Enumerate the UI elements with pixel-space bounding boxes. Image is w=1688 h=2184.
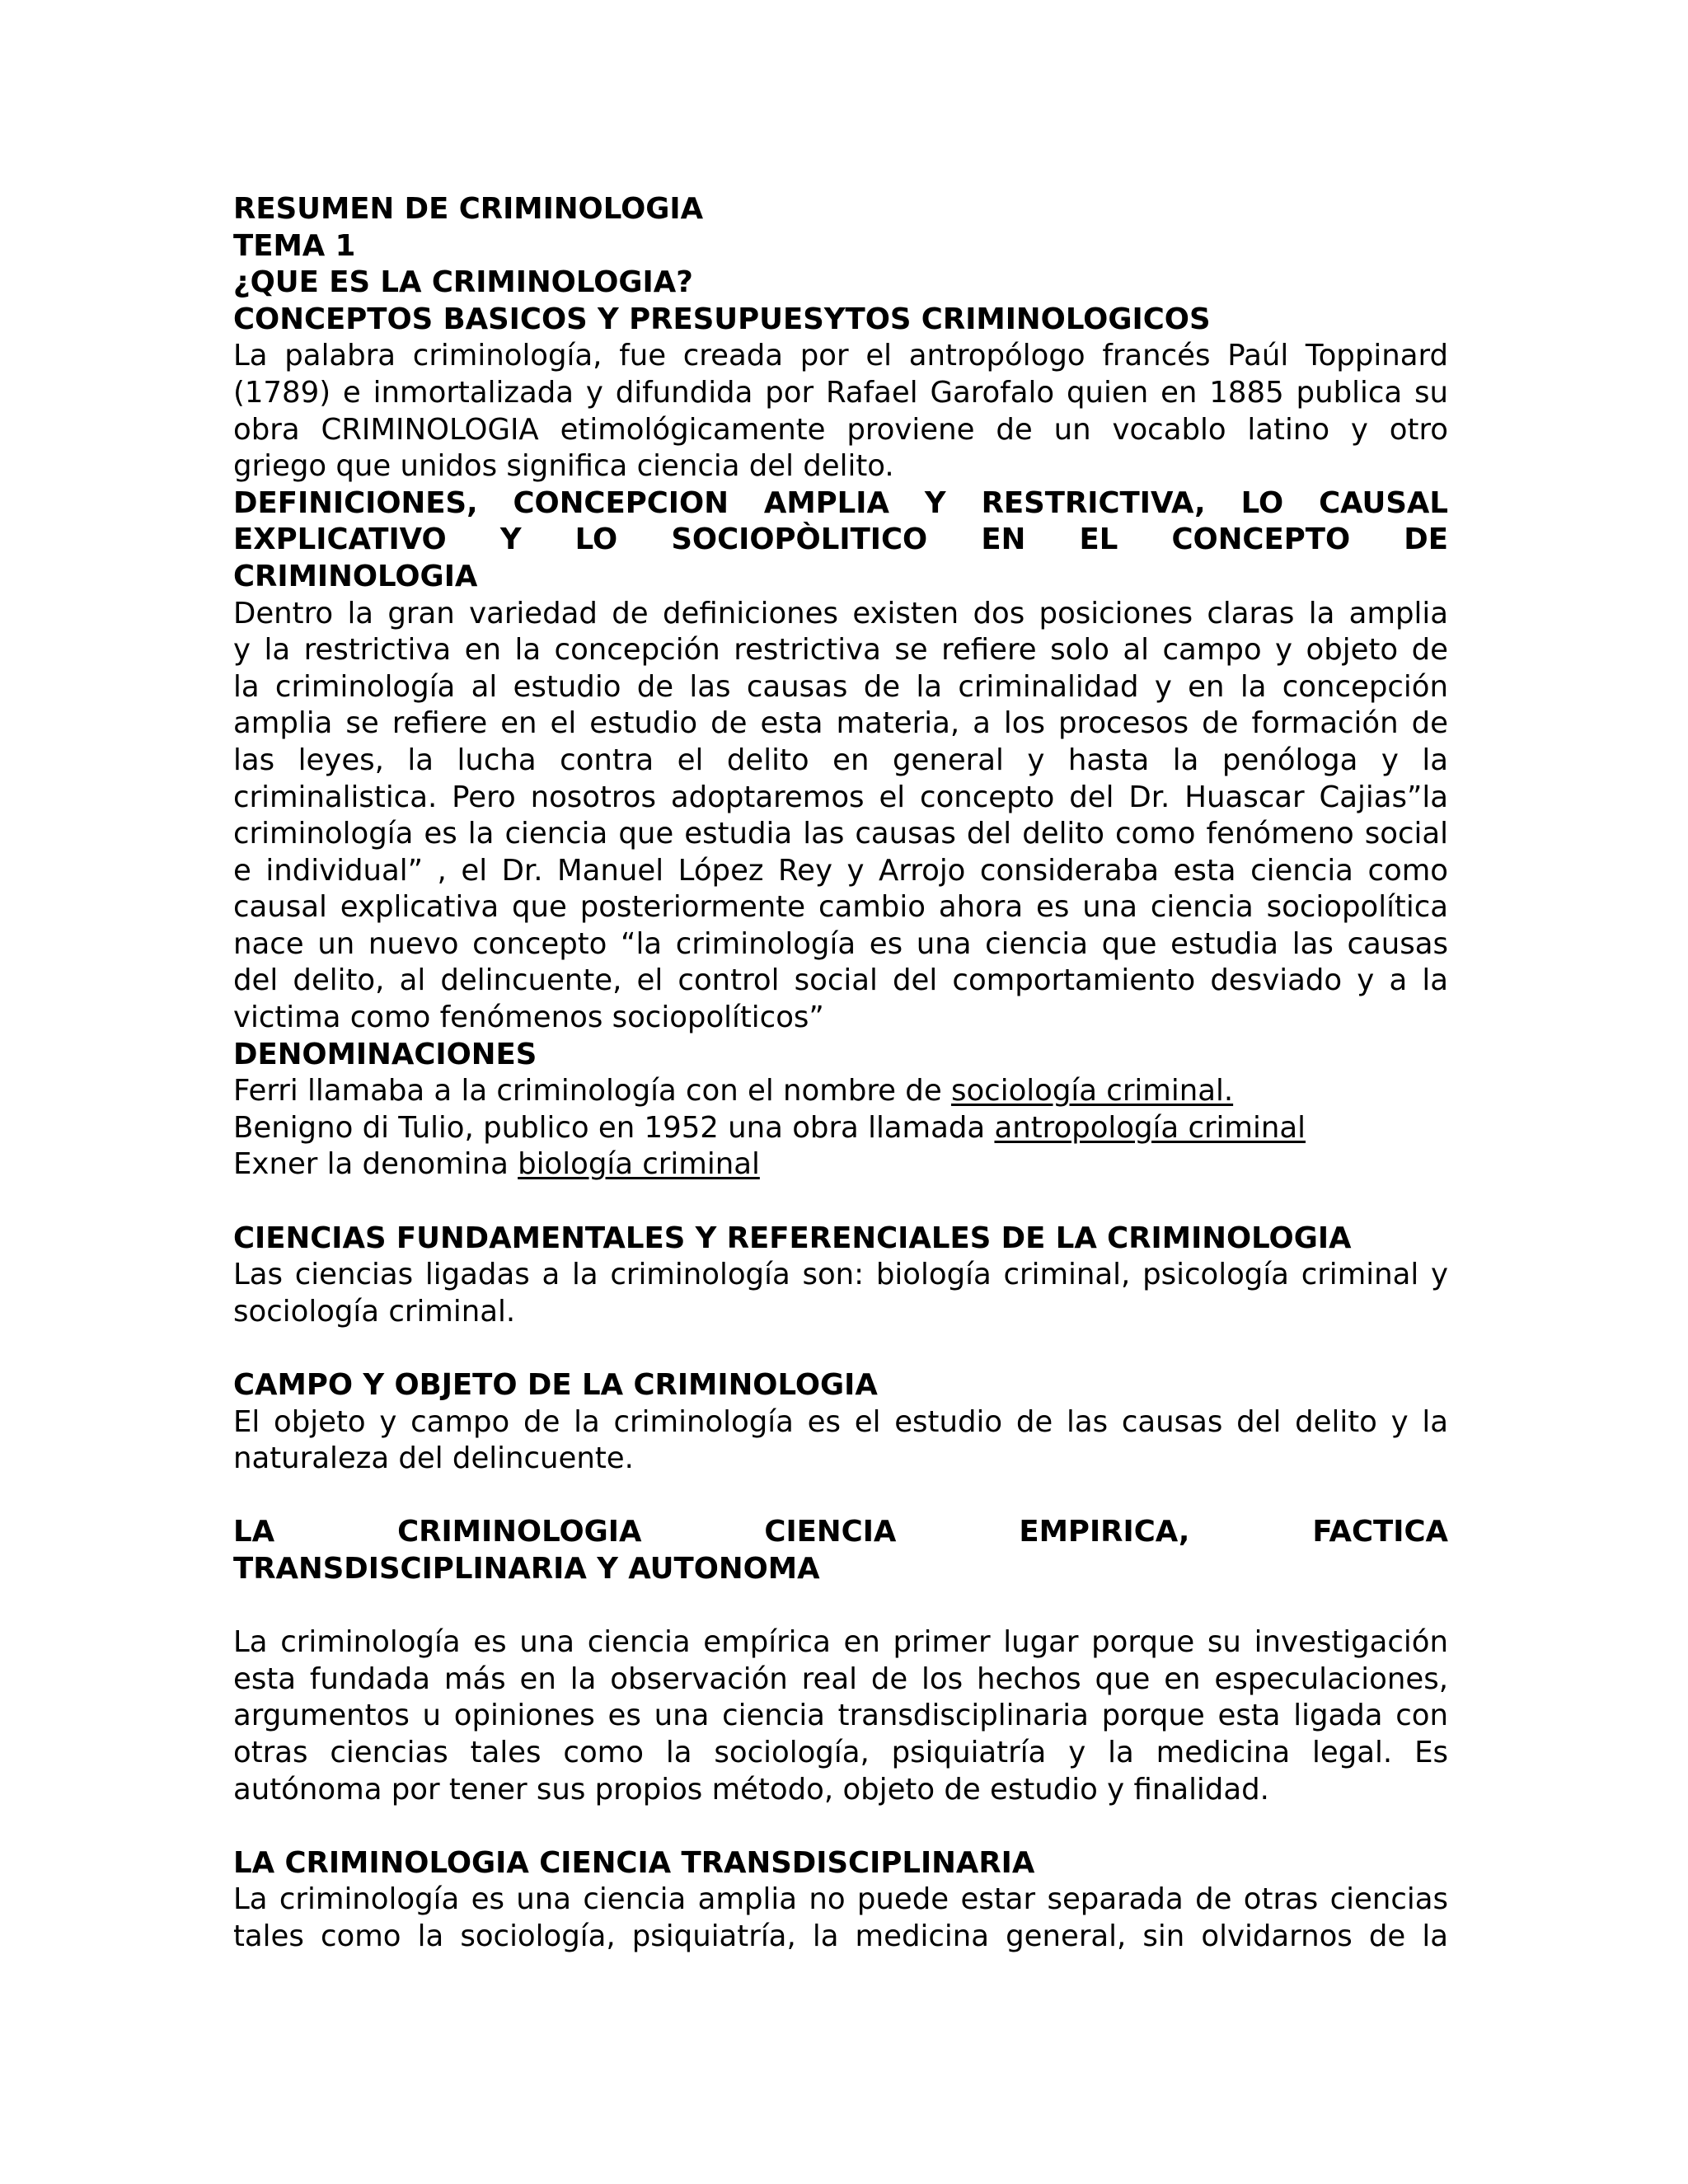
paragraph-gap xyxy=(233,1183,1448,1221)
text-line: tales como la sociología, psiquiatría, la medicina general, sin olvidarnos de la xyxy=(233,1919,1448,1953)
text-line: argumentos u opiniones es una ciencia transdisciplinaria porque esta ligada con xyxy=(233,1699,1448,1733)
text-line: del delito, al delincuente, el control social del comportamiento desviado y a la xyxy=(233,963,1448,998)
text-line: y la restrictiva en la concepción restrictiva se refiere solo al campo y objeto de xyxy=(233,633,1448,668)
text-line: Las ciencias ligadas a la criminología son: biología criminal, psicología criminal y xyxy=(233,1258,1448,1292)
section-heading-ciencias: CIENCIAS FUNDAMENTALES Y REFERENCIALES DE LA CRIMINOLOGIA xyxy=(233,1221,1352,1255)
section-body-conceptos xyxy=(233,338,1448,485)
paragraph-gap xyxy=(233,1588,1448,1625)
text-line: esta fundada más en la observación real de los hechos que en especulaciones, xyxy=(233,1661,1448,1696)
text-line: El objeto y campo de la criminología es el estudio de las causas del delito y la xyxy=(233,1404,1448,1439)
text-line: sociología criminal. xyxy=(233,1294,516,1329)
text-line: autónoma por tener sus propios método, objeto de estudio y finalidad. xyxy=(233,1772,1269,1807)
denomination-term: antropología criminal xyxy=(994,1110,1306,1145)
text-line: obra CRIMINOLOGIA etimológicamente proviene de un vocablo latino y otro xyxy=(233,412,1448,447)
text-line: nace un nuevo concepto “la criminología es una ciencia que estudia las causas xyxy=(233,926,1448,961)
text-line: (1789) e inmortalizada y difundida por Rafael Garofalo quien en 1885 publica su xyxy=(233,375,1448,410)
text-line: las leyes, la lucha contra el delito en general y hasta la penóloga y la xyxy=(233,743,1448,777)
section-heading-campo: CAMPO Y OBJETO DE LA CRIMINOLOGIA xyxy=(233,1368,878,1402)
text-line: amplia se refiere en el estudio de esta materia, a los procesos de formación de xyxy=(233,706,1448,741)
heading-line: DEFINICIONES, CONCEPCION AMPLIA Y RESTRICTIVA, LO CAUSAL xyxy=(233,485,1448,520)
heading-line: CRIMINOLOGIA xyxy=(233,559,478,593)
paragraph-gap xyxy=(233,1478,1448,1515)
section-heading-transdisciplinaria: LA CRIMINOLOGIA CIENCIA TRANSDISCIPLINARIA xyxy=(233,1845,1035,1880)
topic-question: ¿QUE ES LA CRIMINOLOGIA? xyxy=(233,265,693,300)
paragraph-gap xyxy=(233,1808,1448,1845)
section-heading-conceptos: CONCEPTOS BASICOS Y PRESUPUESYTOS CRIMINOLOGICOS xyxy=(233,302,1211,336)
text-line: criminalistica. Pero nosotros adoptaremos el concepto del Dr. Huascar Cajias”la xyxy=(233,780,1448,814)
denomination-line: Exner la denomina biología criminal xyxy=(233,1147,760,1182)
denomination-line: Benigno di Tulio, publico en 1952 una obra llamada antropología criminal xyxy=(233,1110,1306,1145)
text-line: Dentro la gran variedad de definiciones existen dos posiciones claras la amplia xyxy=(233,596,1448,630)
heading-line: EXPLICATIVO Y LO SOCIOPÒLITICO EN EL CONCEPTO DE xyxy=(233,523,1448,557)
section-heading-empirica: LA CRIMINOLOGIA CIENCIA EMPIRICA, FACTICA xyxy=(233,1515,1448,1549)
text-line: La palabra criminología, fue creada por el antropólogo francés Paúl Toppinard xyxy=(233,339,1448,373)
text-line: naturaleza del delincuente. xyxy=(233,1441,634,1476)
text-line: la criminología al estudio de las causas de la criminalidad y en la concepción xyxy=(233,669,1448,704)
document-title: RESUMEN DE CRIMINOLOGIA xyxy=(233,192,704,226)
topic-number: TEMA 1 xyxy=(233,228,356,263)
text-line: victima como fenómenos sociopolíticos” xyxy=(233,1001,824,1035)
text-line: criminología es la ciencia que estudia las causas del delito como fenómeno social xyxy=(233,817,1448,851)
text-line: La criminología es una ciencia amplia no puede estar separada de otras ciencias xyxy=(233,1882,1448,1917)
section-heading-definiciones xyxy=(233,485,1448,596)
section-heading-denominaciones: DENOMINACIONES xyxy=(233,1037,537,1071)
section-body-definiciones xyxy=(233,596,1448,1037)
text-line: causal explicativa que posteriormente cambio ahora es una ciencia sociopolítica xyxy=(233,890,1448,925)
text-line: La criminología es una ciencia empírica en primer lugar porque su investigación xyxy=(233,1625,1448,1660)
denomination-line: Ferri llamaba a la criminología con el nombre de sociología criminal. xyxy=(233,1074,1234,1108)
section-heading-empirica-cont: TRANSDISCIPLINARIA Y AUTONOMA xyxy=(233,1551,820,1586)
denomination-term: biología criminal xyxy=(518,1147,760,1182)
text-line: griego que unidos significa ciencia del delito. xyxy=(233,449,894,484)
text-line: otras ciencias tales como la sociología, psiquiatría y la medicina legal. Es xyxy=(233,1735,1448,1769)
text-line: e individual” , el Dr. Manuel López Rey y Arrojo consideraba esta ciencia como xyxy=(233,853,1448,888)
paragraph-gap xyxy=(233,1330,1448,1367)
denomination-term: sociología criminal. xyxy=(950,1074,1234,1108)
